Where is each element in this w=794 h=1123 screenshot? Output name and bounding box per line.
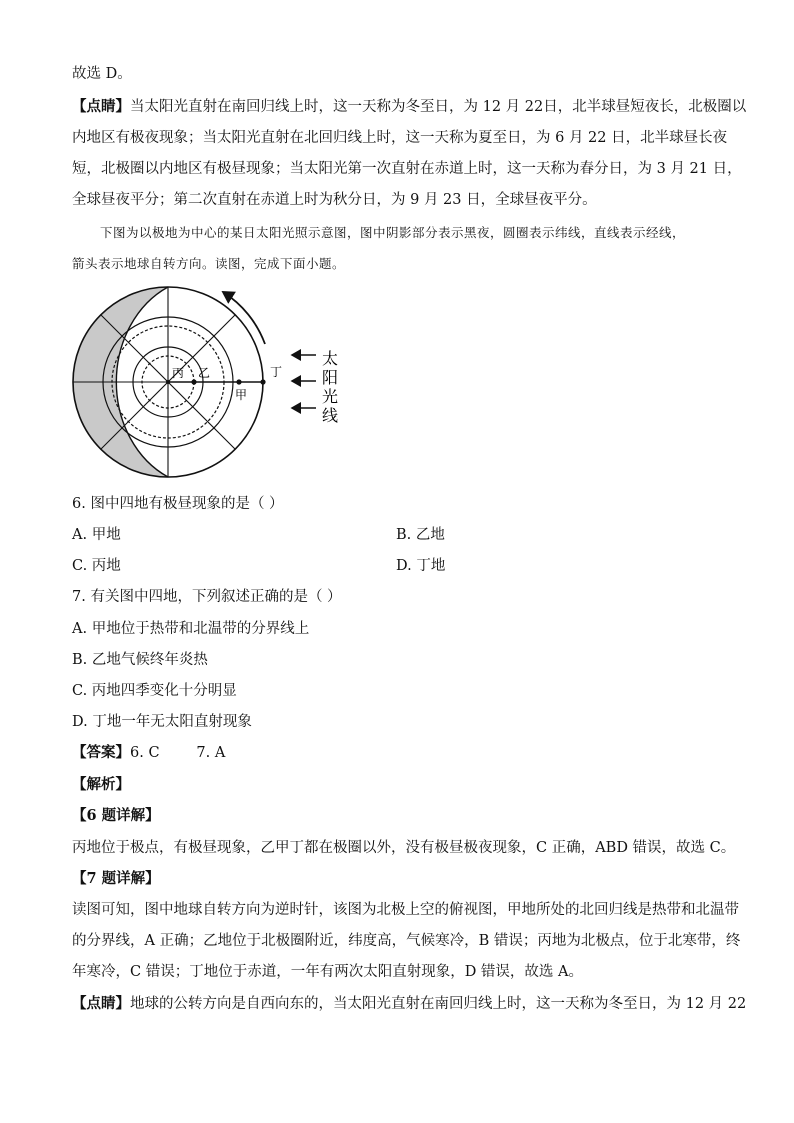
answer-text: 6. C 7. A [130,745,226,761]
answer-line [72,743,225,763]
tail-tip-tag: 【点睛】 [72,995,130,1012]
q7-detail-text: 读图可知，图中地球自转方向为逆时针，该图为北极上空的俯视图，甲地所处的北回归线是热带和北温带 [72,902,739,918]
tip-paragraph-line [72,97,746,117]
point-ding [260,379,265,384]
text-line: 短，北极圈以内地区有极昼现象；当太阳光第一次直射在赤道上时，这一天称为春分日，为 3 月 21 日， [72,161,742,177]
q6-option-a: A. 甲地 [72,527,121,543]
q6-option-d: D. 丁地 [396,558,446,574]
q6-detail-text: 丙地位于极点，有极昼现象，乙甲丁都在极圈以外，没有极昼极夜现象，C 正确，ABD 错误，故选 C。 [72,840,736,856]
q7-detail-tag: 【7 题详解】 [72,870,160,887]
point-bing [166,380,170,384]
tip-tag: 【点睛】 [72,98,130,115]
q6-option-c: C. 丙地 [72,558,121,574]
tail-tip-text: 地球的公转方向是自西向东的，当太阳光直射在南回归线上时，这一天称为冬至日，为 12 月 22 [130,996,747,1012]
question-7-stem: 7. 有关图中四地，下列叙述正确的是（ ） [72,589,342,605]
label-jia: 甲 [235,388,248,402]
sunlight-label: 光 [322,387,339,406]
label-ding: 丁 [270,365,283,379]
q6-option-b: B. 乙地 [396,527,445,543]
q7-option-c: C. 丙地四季变化十分明显 [72,683,237,699]
label-bing: 丙 [172,366,185,380]
polar-illumination-diagram [60,282,360,487]
tail-tip-line [72,994,746,1014]
sunlight-label: 阳 [322,368,339,387]
answer-tag: 【答案】 [72,744,130,761]
tip-text: 当太阳光直射在南回归线上时，这一天称为冬至日，为 12 月 22日，北半球昼短夜长，北极圈以 [130,99,747,115]
point-jia [236,379,241,384]
question-6-stem: 6. 图中四地有极昼现象的是（ ） [72,496,284,512]
analysis-tag: 【解析】 [72,776,130,793]
sunlight-label: 线 [322,406,339,425]
text-line: 全球昼夜平分；第二次直射在赤道上时为秋分日，为 9 月 23 日，全球昼夜平分。 [72,192,597,208]
figure-intro-line: 箭头表示地球自转方向。读图，完成下面小题。 [72,256,346,271]
q7-option-b: B. 乙地气候终年炎热 [72,652,208,668]
q7-option-a: A. 甲地位于热带和北温带的分界线上 [72,621,310,637]
text-line: 故选 D。 [72,66,132,82]
q6-detail-tag: 【6 题详解】 [72,807,160,824]
q7-detail-text: 年寒冷，C 错误；丁地位于赤道，一年有两次太阳直射现象，D 错误，故选 A。 [72,964,584,980]
sunlight-label: 太 [322,349,339,368]
q7-option-d: D. 丁地一年无太阳直射现象 [72,714,252,730]
label-yi: 乙 [198,366,211,380]
figure-intro-line: 下图为以极地为中心的某日太阳光照示意图，图中阴影部分表示黑夜，圆圈表示纬线，直线表示经线， [100,225,686,240]
point-yi [191,379,196,384]
text-line: 内地区有极夜现象；当太阳光直射在北回归线上时，这一天称为夏至日，为 6 月 22 日，北半球昼长夜 [72,130,728,146]
q7-detail-text: 的分界线，A 正确；乙地位于北极圈附近，纬度高，气候寒冷，B 错误；丙地为北极点，位于北寒带，终 [72,933,741,949]
rotation-arrow [223,292,265,344]
